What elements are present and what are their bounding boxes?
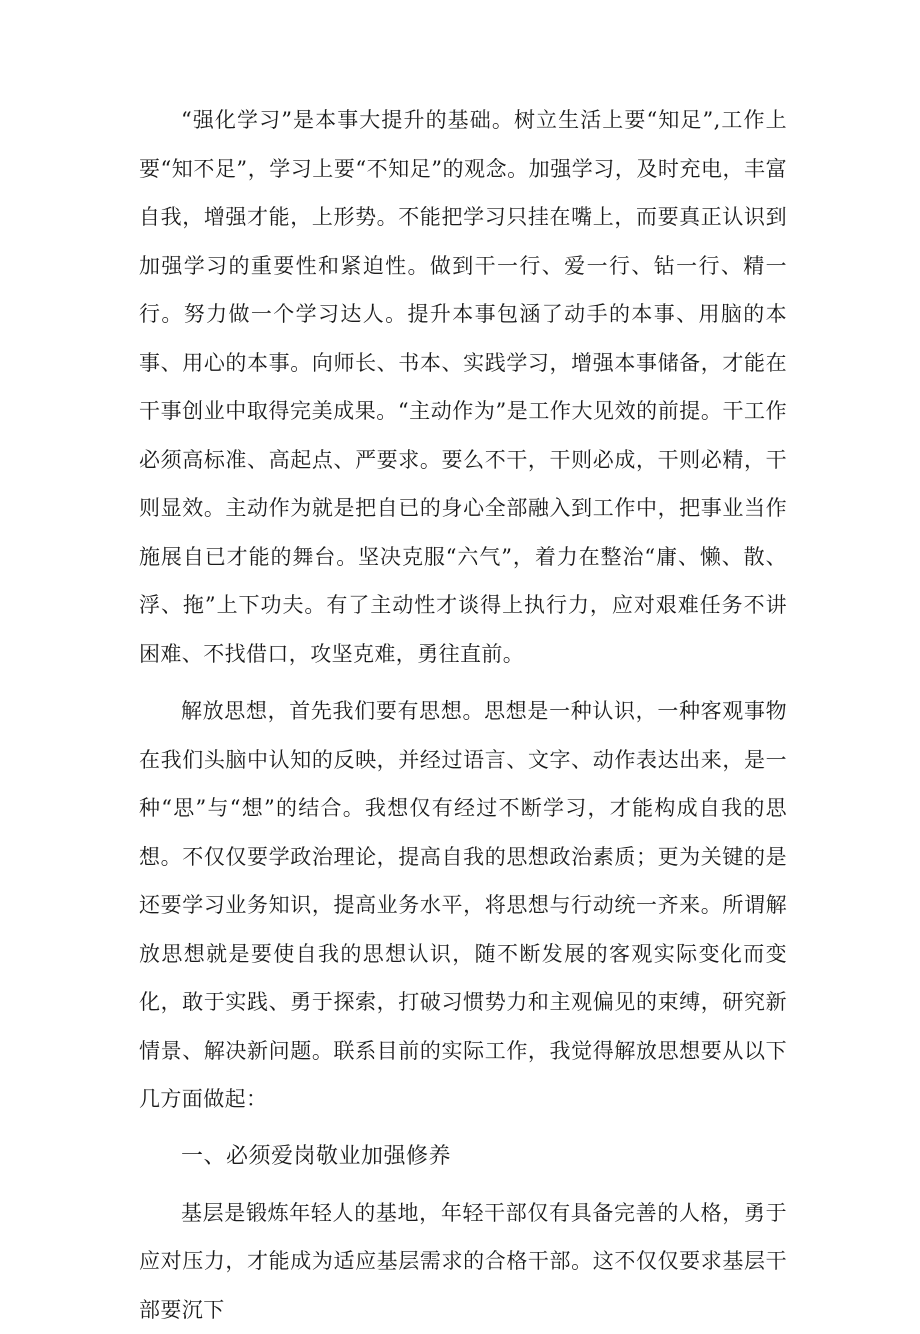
paragraph-grassroots: 基层是锻炼年轻人的基地，年轻干部仅有具备完善的人格，勇于应对压力，才能成为适应基层需求的合格干部。这不仅仅要求基层干部要沉下 bbox=[139, 1189, 787, 1334]
document-page bbox=[139, 96, 787, 1334]
paragraph-study-and-initiative: “强化学习”是本事大提升的基础。树立生活上要“知足”,工作上要“知不足”，学习上要“不知足”的观念。加强学习，及时充电，丰富自我，增强才能，上形势。不能把学习只挂在嘴上，而要真正认识到加强学习的重要性和紧迫性。做到干一行、爱一行、钻一行、精一行。努力做一个学习达人。提升本事包涵了动手的本事、用脑的本事、用心的本事。向师长、书本、实践学习，增强本事储备，才能在干事创业中取得完美成果。“主动作为”是工作大见效的前提。干工作必须高标准、高起点、严要求。要么不干，干则必成，干则必精，干则显效。主动作为就是把自已的身心全部融入到工作中，把事业当作施展自已才能的舞台。坚决克服“六气”，着力在整治“庸、懒、散、浮、拖”上下功夫。有了主动性才谈得上执行力，应对艰难任务不讲困难、不找借口，攻坚克难，勇往直前。 bbox=[139, 96, 787, 678]
section-heading: 一、必须爱岗敬业加强修养 bbox=[139, 1133, 787, 1181]
paragraph-emancipate-mind: 解放思想，首先我们要有思想。思想是一种认识，一种客观事物在我们头脑中认知的反映，并经过语言、文字、动作表达出来，是一种“思”与“想”的结合。我想仅有经过不断学习，才能构成自我的思想。不仅仅要学政治理论，提高自我的思想政治素质；更为关键的是还要学习业务知识，提高业务水平，将思想与行动统一齐来。所谓解放思想就是要使自我的思想认识，随不断发展的客观实际变化而变化，敢于实践、勇于探索，打破习惯势力和主观偏见的束缚，研究新情景、解决新问题。联系目前的实际工作，我觉得解放思想要从以下几方面做起： bbox=[139, 687, 787, 1124]
